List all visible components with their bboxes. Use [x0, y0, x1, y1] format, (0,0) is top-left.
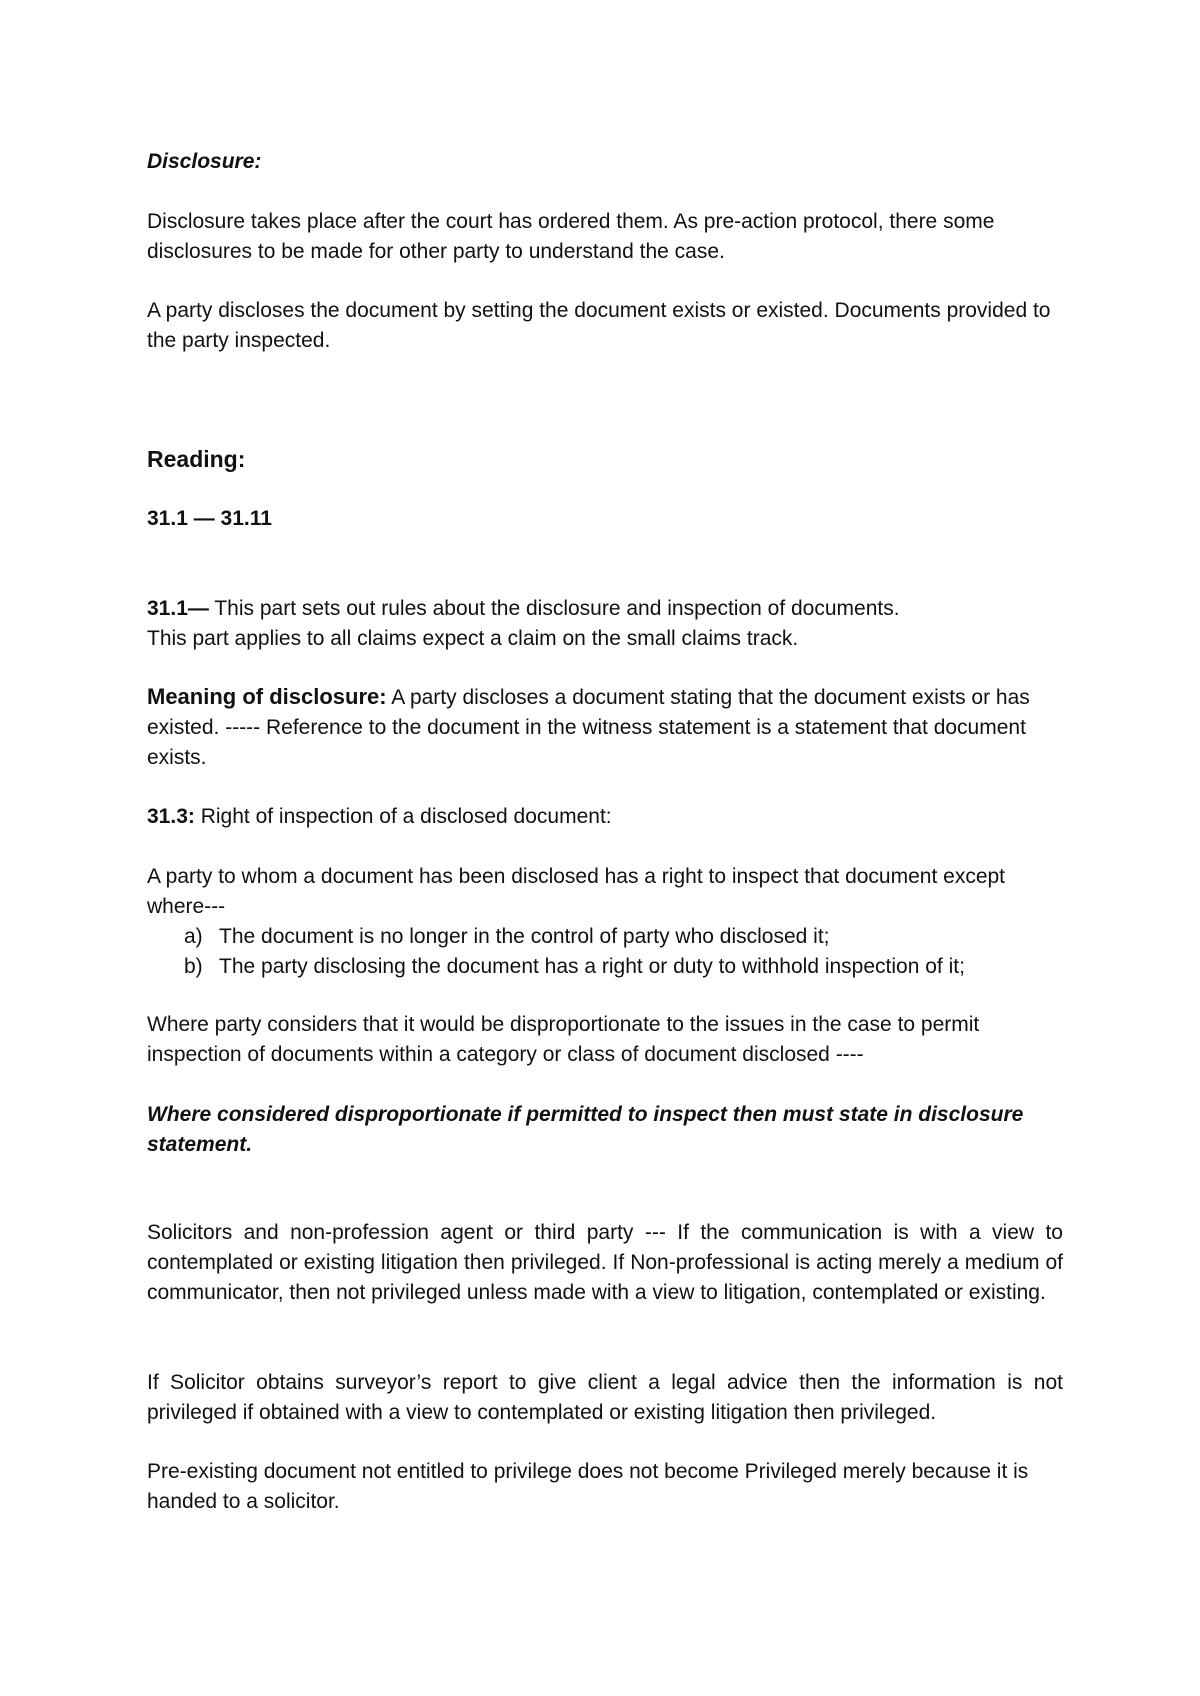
meaning-of-disclosure-text: A party discloses a document stating that the document exists or has existed. ----- Reference to the document in the witness statement is a statement that document exists. — [147, 686, 1030, 769]
rule-31-1-line-1 — [147, 594, 1063, 624]
list-item-text: The document is no longer in the control of party who disclosed it; — [219, 925, 830, 948]
list-item-text: The party disclosing the document has a right or duty to withhold inspection of it; — [219, 955, 965, 978]
list-item — [147, 952, 1063, 982]
rule-31-3-label: 31.3: — [147, 805, 195, 828]
privilege-paragraph-2: If Solicitor obtains surveyor’s report to give client a legal advice then the information is not privileged if obtained with a view to contemplated or existing litigation then privileged. — [147, 1371, 1063, 1424]
reading-heading: Reading: — [147, 446, 246, 472]
inspection-intro-paragraph: A party to whom a document has been disclosed has a right to inspect that document except where--- — [147, 865, 1006, 918]
rule-31-1-text: This part sets out rules about the disclosure and inspection of documents. — [208, 597, 900, 620]
reading-range: 31.1 — 31.11 — [147, 507, 272, 530]
privilege-paragraph-1: Solicitors and non-profession agent or third party --- If the communication is with a view to contemplated or existing litigation then privileged. If Non-professional is acting merely a medium of communicator, then not privileged unless made with a view to litigation, contemplated or existing. — [147, 1221, 1063, 1304]
meaning-of-disclosure-label: Meaning of disclosure: — [147, 684, 387, 709]
list-marker: a) — [184, 925, 203, 948]
exception-list — [147, 922, 1063, 982]
rule-31-1-line-2: This part applies to all claims expect a claim on the small claims track. — [147, 627, 799, 650]
disproportionate-paragraph: Where party considers that it would be disproportionate to the issues in the case to permit inspection of documents within a category or class of document disclosed ---- — [147, 1013, 980, 1066]
document-page — [147, 0, 1063, 1696]
rule-31-3-heading — [147, 802, 1063, 832]
disclosure-heading: Disclosure: — [147, 150, 262, 173]
rule-31-1-label: 31.1— — [147, 597, 209, 620]
emphasis-statement: Where considered disproportionate if permitted to inspect then must state in disclosure statement. — [147, 1103, 1024, 1156]
privilege-paragraph-3: Pre-existing document not entitled to privilege does not become Privileged merely because it is handed to a solicitor. — [147, 1460, 1029, 1513]
disclosure-paragraph-1: Disclosure takes place after the court has ordered them. As pre-action protocol, there some disclosures to be made for other party to understand the case. — [147, 210, 995, 263]
meaning-of-disclosure-paragraph — [147, 682, 1063, 773]
disclosure-paragraph-2: A party discloses the document by setting the document exists or existed. Documents provided to the party inspected. — [147, 299, 1051, 352]
rule-31-3-title: Right of inspection of a disclosed document: — [194, 805, 612, 828]
list-item — [147, 922, 1063, 952]
list-marker: b) — [184, 955, 203, 978]
